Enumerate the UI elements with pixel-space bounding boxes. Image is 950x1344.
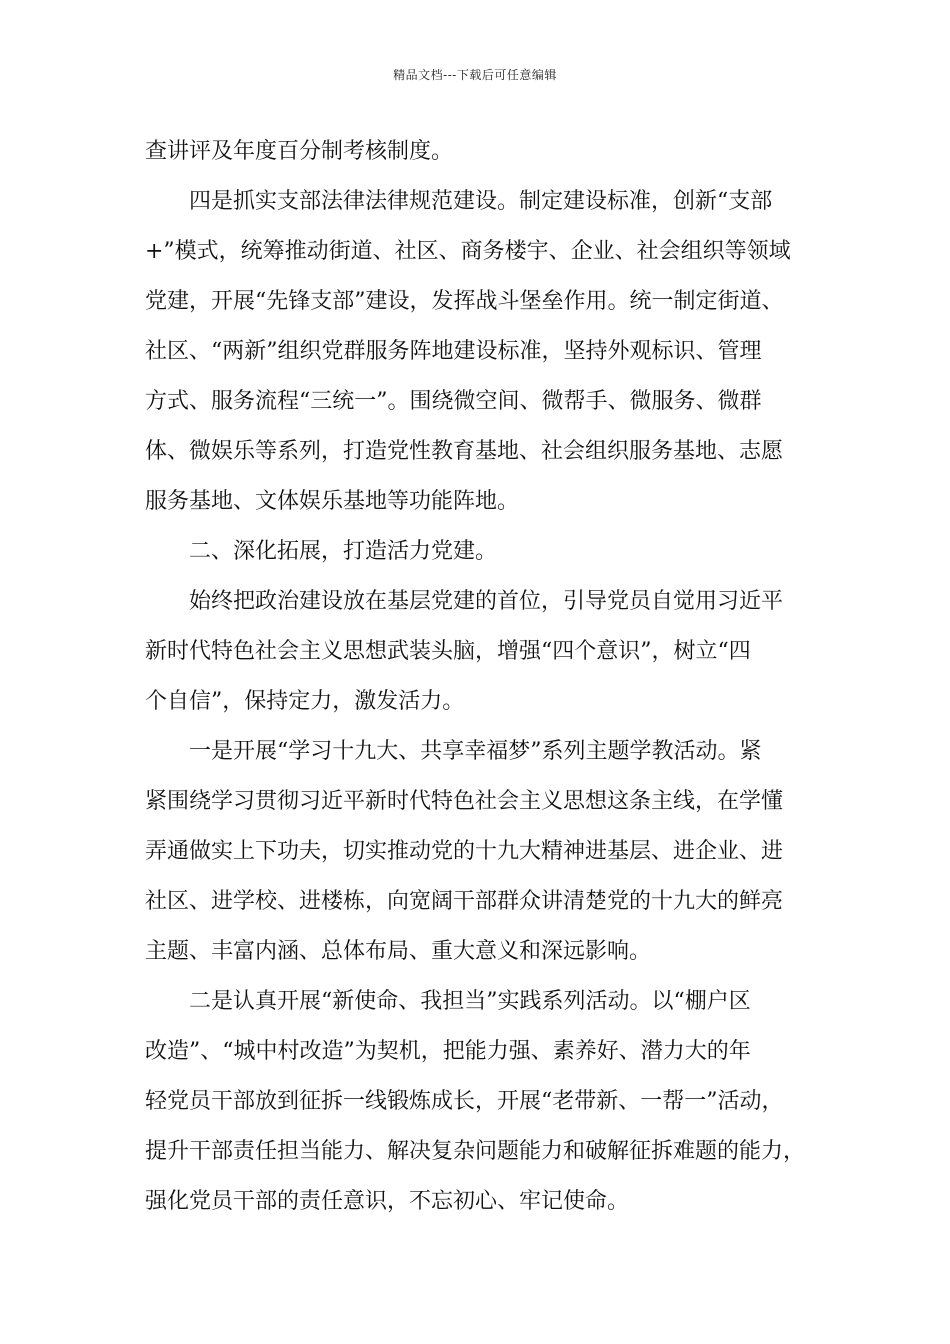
text-line: 查讲评及年度百分制考核制度。: [145, 139, 454, 164]
text-line: 强化党员干部的责任意识，不忘初心、牢记使命。: [145, 1189, 630, 1214]
text-line: 社区、进学校、进楼栋，向宽阔干部群众讲清楚党的十九大的鲜亮: [145, 889, 784, 914]
text-line: 始终把政治建设放在基层党建的首位，引导党员自觉用习近平: [145, 589, 784, 614]
text-line: 方式、服务流程“三统一”。围绕微空间、微帮手、微服务、微群: [145, 389, 762, 414]
text-line: 弄通做实上下功夫，切实推动党的十九大精神进基层、进企业、进: [145, 839, 784, 864]
section-heading: 二、深化拓展，打造活力党建。: [145, 539, 498, 564]
text-line: 新时代特色社会主义思想武装头脑，增强“四个意识”，树立“四: [145, 639, 751, 664]
text-line: 轻党员干部放到征拆一线锻炼成长，开展“老带新、一帮一”活动，: [145, 1089, 784, 1114]
page-header: 精品文档---下载后可任意编辑: [393, 68, 557, 82]
text-line: 主题、丰富内涵、总体布局、重大意义和深远影响。: [145, 939, 652, 964]
document-body: [145, 134, 825, 1234]
text-line: 社区、“两新”组织党群服务阵地建设标准，坚持外观标识、管理: [145, 339, 762, 364]
text-line: 二是认真开展“新使命、我担当”实践系列活动。以“棚户区: [145, 989, 751, 1014]
text-line: 服务基地、文体娱乐基地等功能阵地。: [145, 489, 520, 514]
text-line: 体、微娱乐等系列，打造党性教育基地、社会组织服务基地、志愿: [145, 439, 784, 464]
text-line: 四是抓实支部法律法律规范建设。制定建设标准，创新“支部: [145, 189, 773, 214]
text-line: 提升干部责任担当能力、解决复杂问题能力和破解征拆难题的能力，: [145, 1139, 806, 1164]
text-line: 改造”、“城中村改造”为契机，把能力强、素养好、潜力大的年: [145, 1039, 751, 1064]
text-line: 紧围绕学习贯彻习近平新时代特色社会主义思想这条主线，在学懂: [145, 789, 784, 814]
text-line: 党建，开展“先锋支部”建设，发挥战斗堡垒作用。统一制定街道、: [145, 289, 784, 314]
text-line: 一是开展“学习十九大、共享幸福梦”系列主题学教活动。紧: [145, 739, 762, 764]
text-line: 个自信”，保持定力，激发活力。: [145, 689, 465, 714]
text-line: +”模式，统筹推动街道、社区、商务楼宇、企业、社会组织等领域: [145, 239, 791, 264]
